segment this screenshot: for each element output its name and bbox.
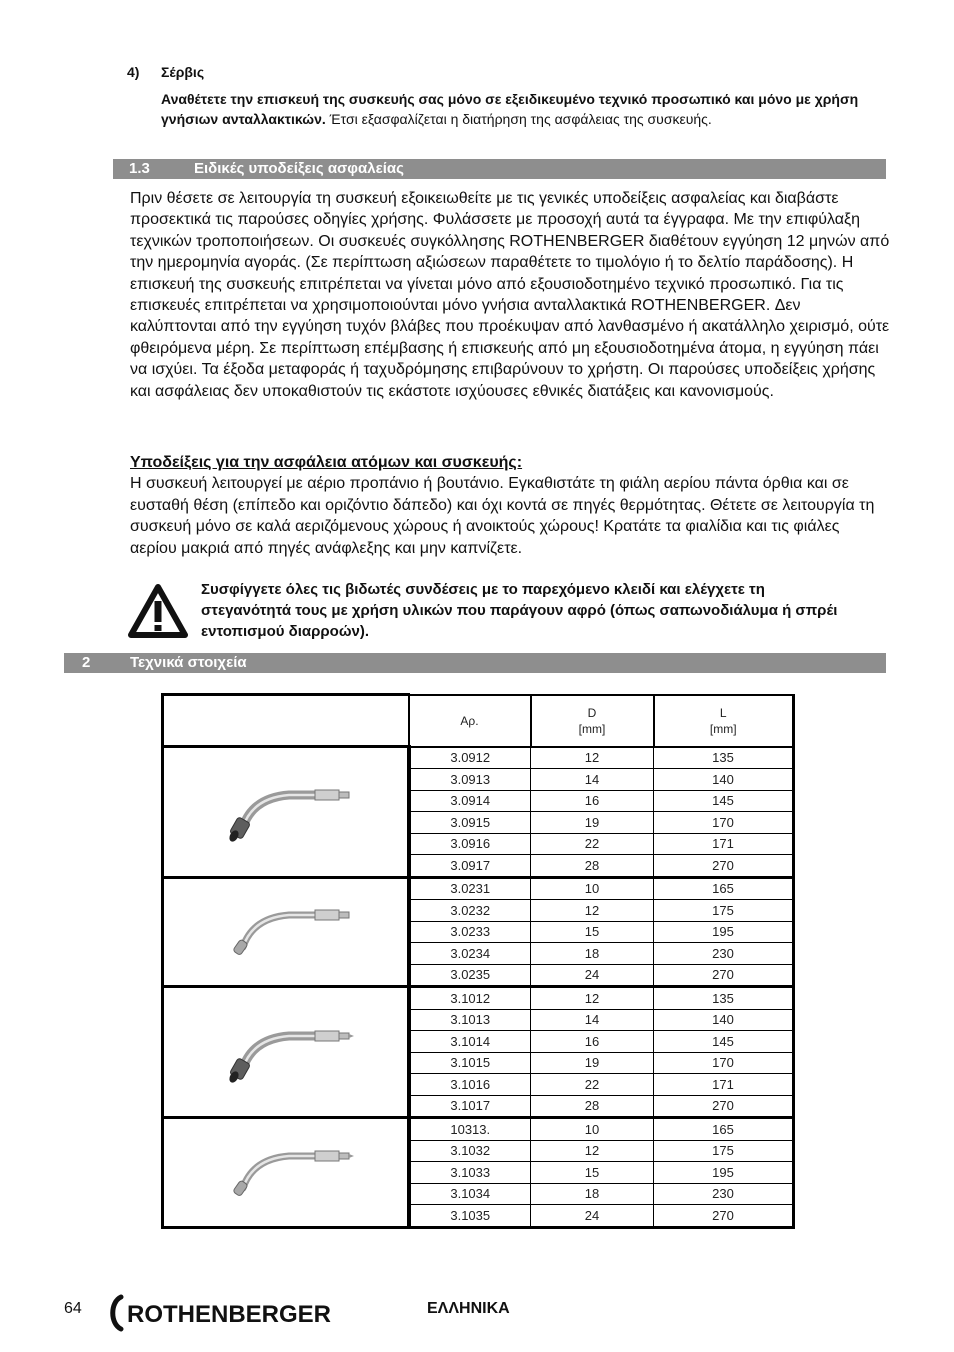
service-normal-text: Έτσι εξασφαλίζεται η διατήρηση της ασφάλειας της συσκευής. — [325, 111, 712, 127]
header-l-label: L — [719, 705, 727, 720]
diameter-cell: 24 — [531, 964, 654, 987]
art-number-cell: 3.1035 — [409, 1205, 531, 1228]
table-header-row — [163, 695, 794, 747]
table-row — [163, 1118, 794, 1141]
section-number: 1.3 — [129, 160, 150, 177]
diameter-cell: 28 — [531, 1095, 654, 1118]
burner-bent-slim-nozzle-icon — [215, 1194, 355, 1209]
service-title: Σέρβις — [161, 64, 205, 80]
service-text — [161, 89, 891, 129]
length-cell: 270 — [654, 855, 794, 878]
art-number-cell: 3.0915 — [409, 812, 531, 834]
diameter-cell: 14 — [531, 769, 654, 791]
service-number: 4) — [127, 64, 140, 80]
header-d — [531, 695, 654, 747]
logo-brand-text: ROTHENBERGER — [127, 1301, 332, 1328]
diameter-cell: 15 — [531, 1162, 654, 1184]
header-l-unit: [mm] — [709, 721, 737, 736]
language-label: ΕΛΛΗΝΙΚΑ — [427, 1300, 510, 1317]
art-number-cell: 3.0232 — [409, 900, 531, 922]
length-cell: 175 — [654, 900, 794, 922]
product-image-cell — [163, 987, 409, 1118]
length-cell: 170 — [654, 1052, 794, 1074]
burner-bent-large-nozzle-icon — [215, 1074, 355, 1089]
rothenberger-logo — [107, 1294, 347, 1339]
length-cell: 270 — [654, 1205, 794, 1228]
art-number-cell: 3.1016 — [409, 1074, 531, 1096]
diameter-cell: 18 — [531, 943, 654, 965]
art-number-cell: 3.0917 — [409, 855, 531, 878]
diameter-cell: 28 — [531, 855, 654, 878]
section-bar-2 — [64, 653, 886, 673]
technical-data-table — [161, 693, 792, 1241]
product-image-cell — [163, 1118, 409, 1228]
person-safety-block — [130, 452, 890, 559]
length-cell: 135 — [654, 987, 794, 1010]
art-number-cell: 3.0231 — [409, 877, 531, 900]
diameter-cell: 16 — [531, 790, 654, 812]
diameter-cell: 14 — [531, 1009, 654, 1031]
art-number-cell: 3.1013 — [409, 1009, 531, 1031]
length-cell: 171 — [654, 1074, 794, 1096]
section-number: 2 — [82, 654, 91, 671]
table-row — [163, 877, 794, 900]
header-d-label: D — [587, 705, 597, 720]
diameter-cell: 16 — [531, 1031, 654, 1053]
art-number-cell: 3.1012 — [409, 987, 531, 1010]
service-bold-text: Αναθέτετε την επισκευή της συσκευής σας μόνο σε εξειδικευμένο τεχνικό προσωπικό και μόνο με χρήση γνήσιων ανταλλακτικών. — [161, 91, 859, 127]
product-image-cell — [163, 877, 409, 987]
length-cell: 140 — [654, 1009, 794, 1031]
diameter-cell: 12 — [531, 747, 654, 769]
table-row — [163, 987, 794, 1010]
section-bar-1-3 — [113, 159, 886, 179]
art-number-cell: 3.1015 — [409, 1052, 531, 1074]
art-number-cell: 10313. — [409, 1118, 531, 1141]
person-safety-heading: Υποδείξεις για την ασφάλεια ατόμων και συσκευής: — [130, 454, 523, 471]
warning-triangle-icon — [128, 584, 188, 638]
diameter-cell: 19 — [531, 1052, 654, 1074]
length-cell: 195 — [654, 921, 794, 943]
art-number-cell: 3.0234 — [409, 943, 531, 965]
length-cell: 145 — [654, 790, 794, 812]
diameter-cell: 18 — [531, 1183, 654, 1205]
length-cell: 270 — [654, 1095, 794, 1118]
header-d-unit: [mm] — [578, 721, 606, 736]
art-number-cell: 3.0914 — [409, 790, 531, 812]
length-cell: 230 — [654, 943, 794, 965]
diameter-cell: 12 — [531, 900, 654, 922]
diameter-cell: 24 — [531, 1205, 654, 1228]
art-number-cell: 3.1033 — [409, 1162, 531, 1184]
product-image-cell — [163, 747, 409, 878]
art-number-cell: 3.1034 — [409, 1183, 531, 1205]
art-number-cell: 3.0233 — [409, 921, 531, 943]
length-cell: 230 — [654, 1183, 794, 1205]
diameter-cell: 10 — [531, 877, 654, 900]
diameter-cell: 12 — [531, 987, 654, 1010]
section-title: Ειδικές υποδείξεις ασφαλείας — [194, 160, 404, 177]
art-number-cell: 3.0916 — [409, 833, 531, 855]
diameter-cell: 22 — [531, 833, 654, 855]
art-number-cell: 3.1017 — [409, 1095, 531, 1118]
section-title: Τεχνικά στοιχεία — [130, 654, 247, 671]
warning-text: Συσφίγγετε όλες τις βιδωτές συνδέσεις με το παρεχόμενο κλειδί και ελέγχετε τη στεγανότητά τους με χρήση υλικών που παράγουν αφρό (όπως σαπωνοδιάλυμα ή σπρέι εντοπισμού διαρροών). — [201, 581, 838, 640]
length-cell: 171 — [654, 833, 794, 855]
length-cell: 165 — [654, 877, 794, 900]
length-cell: 270 — [654, 964, 794, 987]
diameter-cell: 19 — [531, 812, 654, 834]
length-cell: 195 — [654, 1162, 794, 1184]
safety-paragraph: Πριν θέσετε σε λειτουργία τη συσκευή εξοικειωθείτε με τις γενικές υποδείξεις ασφαλείας και διαβάστε προσεκτικά τις παρούσες οδηγίες χρήσης. Φυλάσσετε με προσοχή αυτά τα έγγραφα. Με την επιφύλαξη τεχνικών τροποποιήσεων. Οι συσκευές συγκόλλησης ROTHENBERGER διαθέτουν εγγύηση 12 μηνών από την ημερομηνία αγοράς. (Σε περίπτωση αξιώσεων παραθέτετε το τιμολόγιο ή το δελτίο παράδοσης). Η επισκευή της συσκευής επιτρέπεται να γίνεται μόνο από εξουσιοδοτημένο τεχνικό προσωπικό. Για τις επισκευές επιτρέπεται να χρησιμοποιούνται μόνο γνήσια ανταλλακτικά ROTHENBERGER. Δεν καλύπτονται από την εγγύηση τυχόν βλάβες που προέκυψαν από λανθασμένο ή ακατάλληλο χειρισμό, ούτε φθειρόμενα μέρη. Σε περίπτωση επέμβασης ή επισκευής από μη εξουσιοδοτημένα άτομα, η εγγύηση πάει να ισχύει. Τα έξοδα μεταφοράς ή ταχυδρόμησης επιβαρύνουν το χρήστη. Οι παρούσες υποδείξεις χρήσης και ασφάλειας δεν υποκαθιστούν τις εκάστοτε ισχύουσες εθνικές διατάξεις και κανονισμούς. — [130, 190, 890, 400]
page-number: 64 — [64, 1300, 82, 1317]
table-row — [163, 747, 794, 769]
art-number-cell: 3.0913 — [409, 769, 531, 791]
header-image-cell — [163, 695, 409, 747]
diameter-cell: 15 — [531, 921, 654, 943]
length-cell: 170 — [654, 812, 794, 834]
length-cell: 135 — [654, 747, 794, 769]
diameter-cell: 10 — [531, 1118, 654, 1141]
header-art-label: Αρ. — [460, 713, 479, 728]
burner-bent-slim-icon — [215, 953, 355, 968]
art-number-cell: 3.1032 — [409, 1140, 531, 1162]
length-cell: 140 — [654, 769, 794, 791]
length-cell: 165 — [654, 1118, 794, 1141]
length-cell: 145 — [654, 1031, 794, 1053]
diameter-cell: 22 — [531, 1074, 654, 1096]
art-number-cell: 3.0235 — [409, 964, 531, 987]
diameter-cell: 12 — [531, 1140, 654, 1162]
art-number-cell: 3.0912 — [409, 747, 531, 769]
person-safety-text: Η συσκευή λειτουργεί με αέριο προπάνιο ή βουτάνιο. Εγκαθιστάτε τη φιάλη αερίου πάντα όρθια και σε ευσταθή θέση (επίπεδο και οριζόντιο δάπεδο) και όχι κοντά σε πηγές θερμότητας. Θέτετε σε λειτουργία τη συσκευή μόνο σε καλά αεριζόμενους χώρους ή ανοικτούς χώρους! Κρατάτε τα φιαλίδια και τις φιάλες αερίου μακριά από πηγές ανάφλεξης και μην καπνίζετε. — [130, 475, 875, 557]
art-number-cell: 3.1014 — [409, 1031, 531, 1053]
burner-bent-large-icon — [215, 833, 355, 848]
length-cell: 175 — [654, 1140, 794, 1162]
header-art — [409, 695, 531, 747]
header-l — [654, 695, 794, 747]
